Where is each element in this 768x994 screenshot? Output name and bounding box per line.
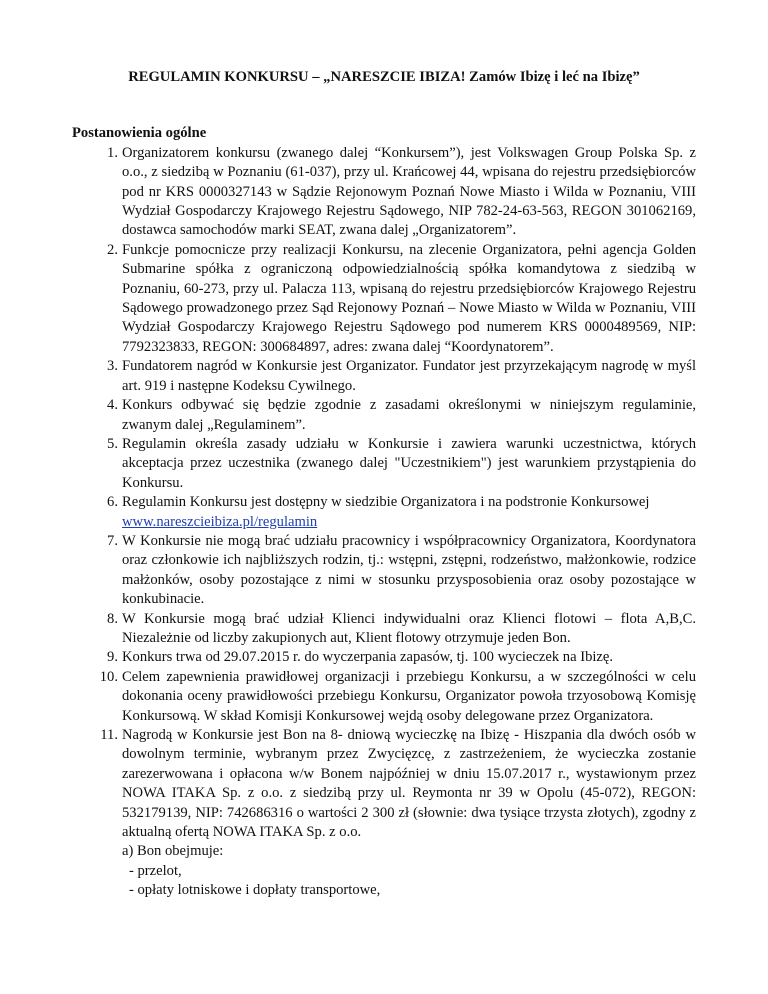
- item-number: 4.: [107, 397, 118, 414]
- sub-list-item: - opłaty lotniskowe i dopłaty transportowe,: [129, 882, 381, 899]
- item-number: 3.: [107, 358, 118, 375]
- rules-list: [72, 144, 696, 901]
- item-number: 6.: [107, 494, 118, 511]
- item-text: Konkurs trwa od 29.07.2015 r. do wyczerpania zapasów, tj. 100 wycieczek na Ibizę.: [122, 649, 614, 666]
- list-item: [72, 144, 696, 241]
- list-item: [72, 493, 696, 532]
- list-item: [72, 435, 696, 493]
- document-title: REGULAMIN KONKURSU – „NARESZCIE IBIZA! Zamów Ibizę i leć na Ibizę”: [128, 69, 640, 85]
- item-number: 5.: [107, 435, 118, 452]
- item-number: 8.: [107, 610, 118, 627]
- list-item: [72, 726, 696, 901]
- item-number: 9.: [107, 649, 118, 666]
- item-number: 2.: [107, 241, 118, 258]
- list-item: [72, 357, 696, 396]
- item-text: Organizatorem konkursu (zwanego dalej “Konkursem”), jest Volkswagen Group Polska Sp. z o.o., z siedzibą w Poznaniu (61-037), przy ul. Krańcowej 44, wpisana do rejestru przedsiębiorców pod nr KRS 0000327143 w Sądzie Rejonowym Poznań Nowe Miasto i Wilda w Poznaniu, VIII Wydział Gospodarczy Krajowego Rejestru Sądowego, NIP 782-24-63-563, REGON 301062169, dostawca samochodów marki SEAT, zwana dalej „Organizatorem”.: [122, 144, 696, 239]
- bon-sub-heading: a) Bon obejmuje:: [122, 843, 224, 860]
- item-text: W Konkursie mogą brać udział Klienci indywidualni oraz Klienci flotowi – flota A,B,C. Niezależnie od liczby zakupionych aut, Klient flotowy otrzymuje jeden Bon.: [122, 610, 696, 646]
- item-number: 1.: [107, 144, 118, 161]
- list-item: [72, 241, 696, 357]
- list-item: [72, 668, 696, 726]
- item-number: 7.: [107, 532, 118, 549]
- item-text: Konkurs odbywać się będzie zgodnie z zasadami określonymi w niniejszym regulaminie, zwanym dalej „Regulaminem”.: [122, 397, 696, 433]
- list-item: [72, 648, 696, 667]
- item-text: Regulamin określa zasady udziału w Konkursie i zawiera warunki uczestnictwa, których akceptacja przez uczestnika (zwanego dalej "Uczestnikiem") jest warunkiem przystąpienia do Konkursu.: [122, 435, 696, 491]
- bon-includes-list: [122, 862, 696, 901]
- item-number: 10.: [99, 668, 118, 685]
- list-item: [72, 610, 696, 649]
- item-text: Regulamin Konkursu jest dostępny w siedzibie Organizatora i na podstronie Konkursowej: [122, 494, 650, 511]
- item-text: Fundatorem nagród w Konkursie jest Organizator. Fundator jest przyrzekającym nagrodę w myśl art. 919 i następne Kodeksu Cywilnego.: [122, 358, 696, 394]
- item-text: Funkcje pomocnicze przy realizacji Konkursu, na zlecenie Organizatora, pełni agencja Golden Submarine spółka z ograniczoną odpowiedzialnością spółka komandytowa z siedzibą w Poznaniu, 60-273, przy ul. Palacza 113, wpisaną do rejestru przedsiębiorców Krajowego Rejestru Sądowego prowadzonego przez Sąd Rejonowy Poznań – Nowe Miasto w Wilda w Poznaniu, VIII Wydział Gospodarczy Krajowego Rejestru Sądowego pod numerem KRS 0000489569, NIP: 7792323833, REGON: 300684897, adres: zwana dalej “Koordynatorem”.: [122, 241, 696, 355]
- item-text: Nagrodą w Konkursie jest Bon na 8- dniową wycieczkę na Ibizę - Hiszpania dla dwóch osób w dowolnym terminie, wybranym przez Zwycięzcę, z zastrzeżeniem, że wycieczka zostanie zarezerwowana i opłacona w/w Bonem najpóźniej w dniu 15.07.2017 r., wystawionym przez NOWA ITAKA Sp. z o.o. z siedzibą przy ul. Reymonta nr 39 w Opolu (45-072), REGON: 532179139, NIP: 742686316 o wartości 2 300 zł (słownie: dwa tysiące trzysta złotych), zgodny z aktualną ofertą NOWA ITAKA Sp. z o.o.: [122, 727, 696, 841]
- item-number: 11.: [100, 727, 118, 743]
- regulamin-link[interactable]: www.nareszcieibiza.pl/regulamin: [122, 513, 318, 530]
- list-item: [72, 396, 696, 435]
- item-text: W Konkursie nie mogą brać udziału pracownicy i współpracownicy Organizatora, Koordynatora oraz członkowie ich najbliższych rodzin, tj.: wstępni, zstępni, rodzeństwo, małżonkowie, rodzice małżonków, osoby pozostające z nimi w stosunku przysposobienia oraz osoby pozostające w konkubinacie.: [122, 532, 696, 608]
- section-heading: Postanowienia ogólne: [72, 125, 207, 142]
- list-item: [72, 532, 696, 610]
- sub-list-item: - przelot,: [129, 862, 182, 879]
- item-text: Celem zapewnienia prawidłowej organizacji i przebiegu Konkursu, a w szczególności w celu dokonania oceny prawidłowości przebiegu Konkursu, Organizator powoła trzyosobową Komisję Konkursową. W skład Komisji Konkursowej wejdą osoby delegowane przez Organizatora.: [122, 668, 696, 724]
